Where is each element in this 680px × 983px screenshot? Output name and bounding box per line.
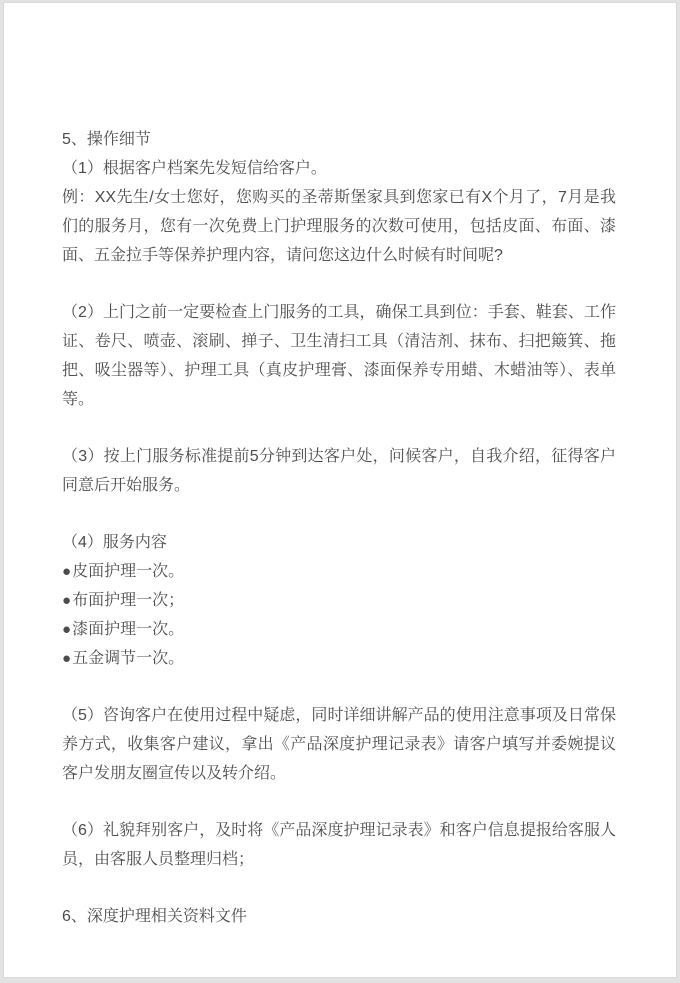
step-5-text: （5）咨询客户在使用过程中疑虑，同时详细讲解产品的使用注意事项及日常保养方式，收集客户建议，拿出《产品深度护理记录表》请客户填写并委婉提议客户发朋友圈宣传以及转介绍。 xyxy=(62,707,616,782)
service-items-list xyxy=(62,557,616,673)
bullet-icon: ● xyxy=(62,621,72,638)
list-item xyxy=(62,615,616,644)
list-item-text: 漆面护理一次。 xyxy=(72,621,185,638)
document-page xyxy=(4,3,676,977)
list-item-text: 布面护理一次； xyxy=(72,592,185,609)
list-item-text: 五金调节一次。 xyxy=(72,650,185,667)
document-content xyxy=(4,3,676,931)
step-4-heading: （4）服务内容 xyxy=(62,534,167,551)
step-2-text: （2）上门之前一定要检查上门服务的工具，确保工具到位：手套、鞋套、工作证、卷尺、喷壶、滚刷、掸子、卫生清扫工具（清洁剂、抹布、扫把簸箕、拖把、吸尘器等）、护理工具（真皮护理膏、漆面保养专用蜡、木蜡油等）、表单等。 xyxy=(62,304,616,408)
bullet-icon: ● xyxy=(62,650,72,667)
list-item-text: 皮面护理一次。 xyxy=(72,563,185,580)
list-item xyxy=(62,586,616,615)
bullet-icon: ● xyxy=(62,592,72,609)
section-6-heading: 6、深度护理相关资料文件 xyxy=(62,908,247,925)
step-3-text: （3）按上门服务标准提前5分钟到达客户处，问候客户，自我介绍，征得客户同意后开始服务。 xyxy=(62,448,616,494)
list-item xyxy=(62,557,616,586)
section-5-heading: 5、操作细节 xyxy=(62,131,151,148)
step-1-text: （1）根据客户档案先发短信给客户。 xyxy=(62,160,327,177)
bullet-icon: ● xyxy=(62,563,72,580)
step-6-text: （6）礼貌拜别客户，及时将《产品深度护理记录表》和客户信息提报给客服人员，由客服人员整理归档； xyxy=(62,822,616,868)
sms-example-text: 例：XX先生/女士您好，您购买的圣蒂斯堡家具到您家已有X个月了，7月是我们的服务月，您有一次免费上门护理服务的次数可使用，包括皮面、布面、漆面、五金拉手等保养护理内容，请问您这边什么时候有时间呢? xyxy=(62,189,616,264)
list-item xyxy=(62,644,616,673)
